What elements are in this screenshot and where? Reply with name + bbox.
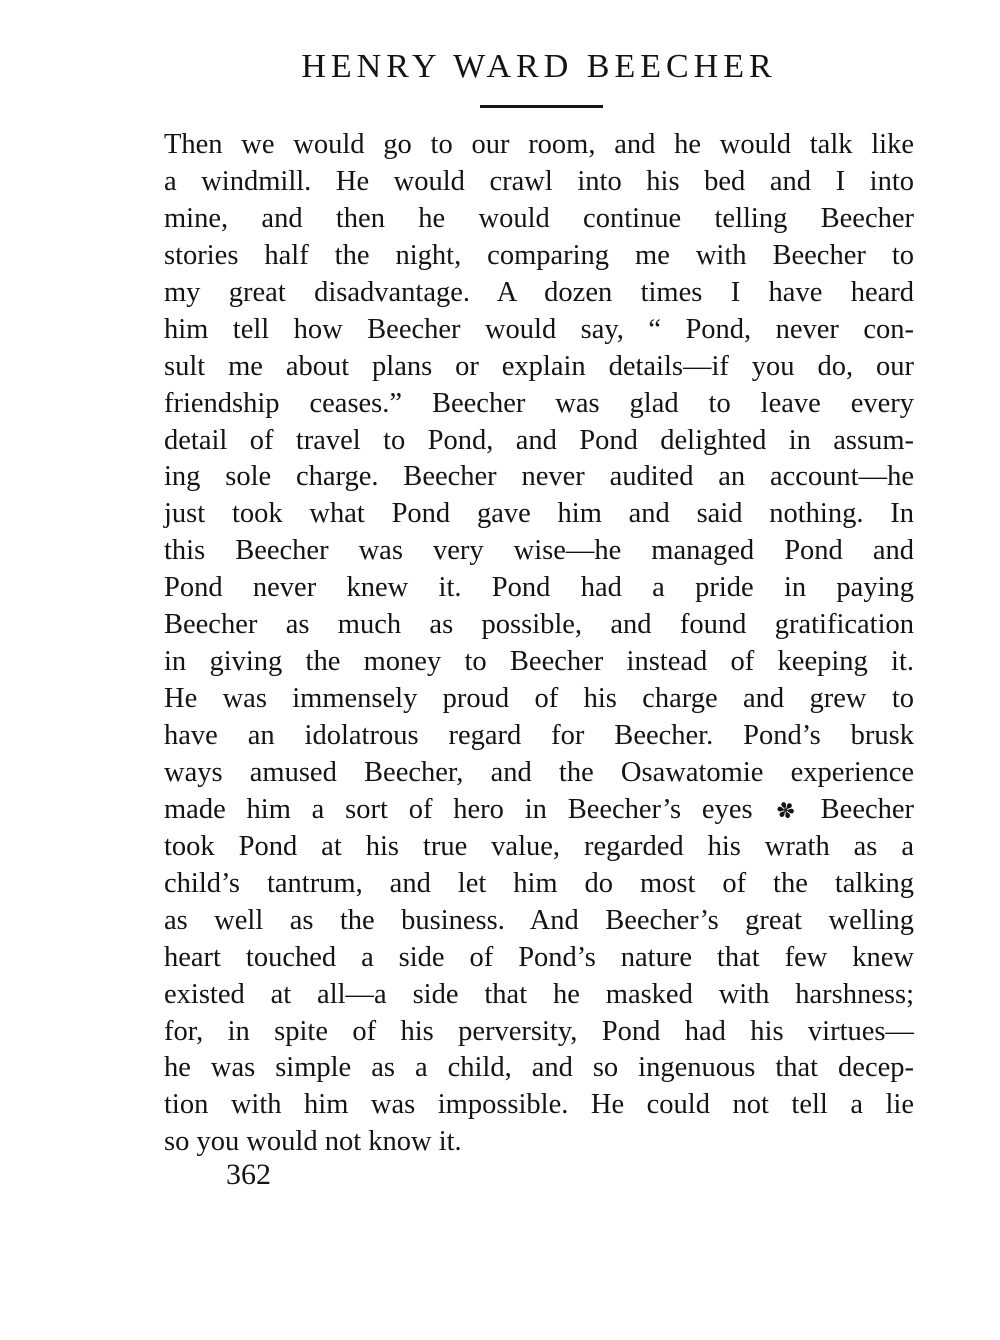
text-line: for, in spite of his perversity, Pond had his virtues— <box>164 1015 914 1047</box>
page-number: 362 <box>226 1158 271 1191</box>
header-rule <box>480 105 603 108</box>
running-head-title: HENRY WARD BEECHER <box>301 48 777 85</box>
text-line: a windmill. He would crawl into his bed and I into <box>164 165 914 197</box>
text-line: this Beecher was very wise—he managed Pond and <box>164 535 914 567</box>
text-fragment: Beecher <box>820 793 915 825</box>
text-line: just took what Pond gave him and said nothing. In <box>164 498 914 530</box>
text-line: Then we would go to our room, and he would talk like <box>164 129 914 160</box>
text-line: child’s tantrum, and let him do most of the talking <box>164 867 914 899</box>
text-line-with-ornament <box>164 792 914 829</box>
text-line: so you would not know it. <box>164 1126 462 1158</box>
text-line: sult me about plans or explain details—if you do, our <box>164 350 914 382</box>
fleuron-ornament-icon: ✽ <box>773 795 800 826</box>
text-line: stories half the night, comparing me with Beecher to <box>164 239 914 271</box>
text-line: my great disadvantage. A dozen times I have heard <box>164 276 914 308</box>
text-line: Beecher as much as possible, and found gratification <box>164 609 914 641</box>
body-text <box>164 127 914 1161</box>
text-line: he was simple as a child, and so ingenuous that decep- <box>164 1052 914 1084</box>
text-line: Pond never knew it. Pond had a pride in paying <box>164 572 914 604</box>
text-line: detail of travel to Pond, and Pond delighted in assum- <box>164 424 914 456</box>
text-line: He was immensely proud of his charge and grew to <box>164 683 914 715</box>
text-line: him tell how Beecher would say, “ Pond, never con- <box>164 313 914 345</box>
text-line: ways amused Beecher, and the Osawatomie experience <box>164 756 914 788</box>
text-line: took Pond at his true value, regarded his wrath as a <box>164 830 914 862</box>
text-fragment: made him a sort of hero in Beecher’s eyes <box>164 793 753 825</box>
text-line: have an idolatrous regard for Beecher. Pond’s brusk <box>164 720 914 751</box>
text-line: heart touched a side of Pond’s nature that few knew <box>164 941 914 973</box>
text-line: tion with him was impossible. He could not tell a lie <box>164 1089 914 1121</box>
text-line: mine, and then he would continue telling Beecher <box>164 202 914 234</box>
text-line: friendship ceases.” Beecher was glad to leave every <box>164 387 914 419</box>
text-line: in giving the money to Beecher instead of keeping it. <box>164 646 914 678</box>
text-line: as well as the business. And Beecher’s great welling <box>164 904 914 936</box>
text-line: existed at all—a side that he masked with harshness; <box>164 978 914 1010</box>
text-line: ing sole charge. Beecher never audited an account—he <box>164 461 914 493</box>
